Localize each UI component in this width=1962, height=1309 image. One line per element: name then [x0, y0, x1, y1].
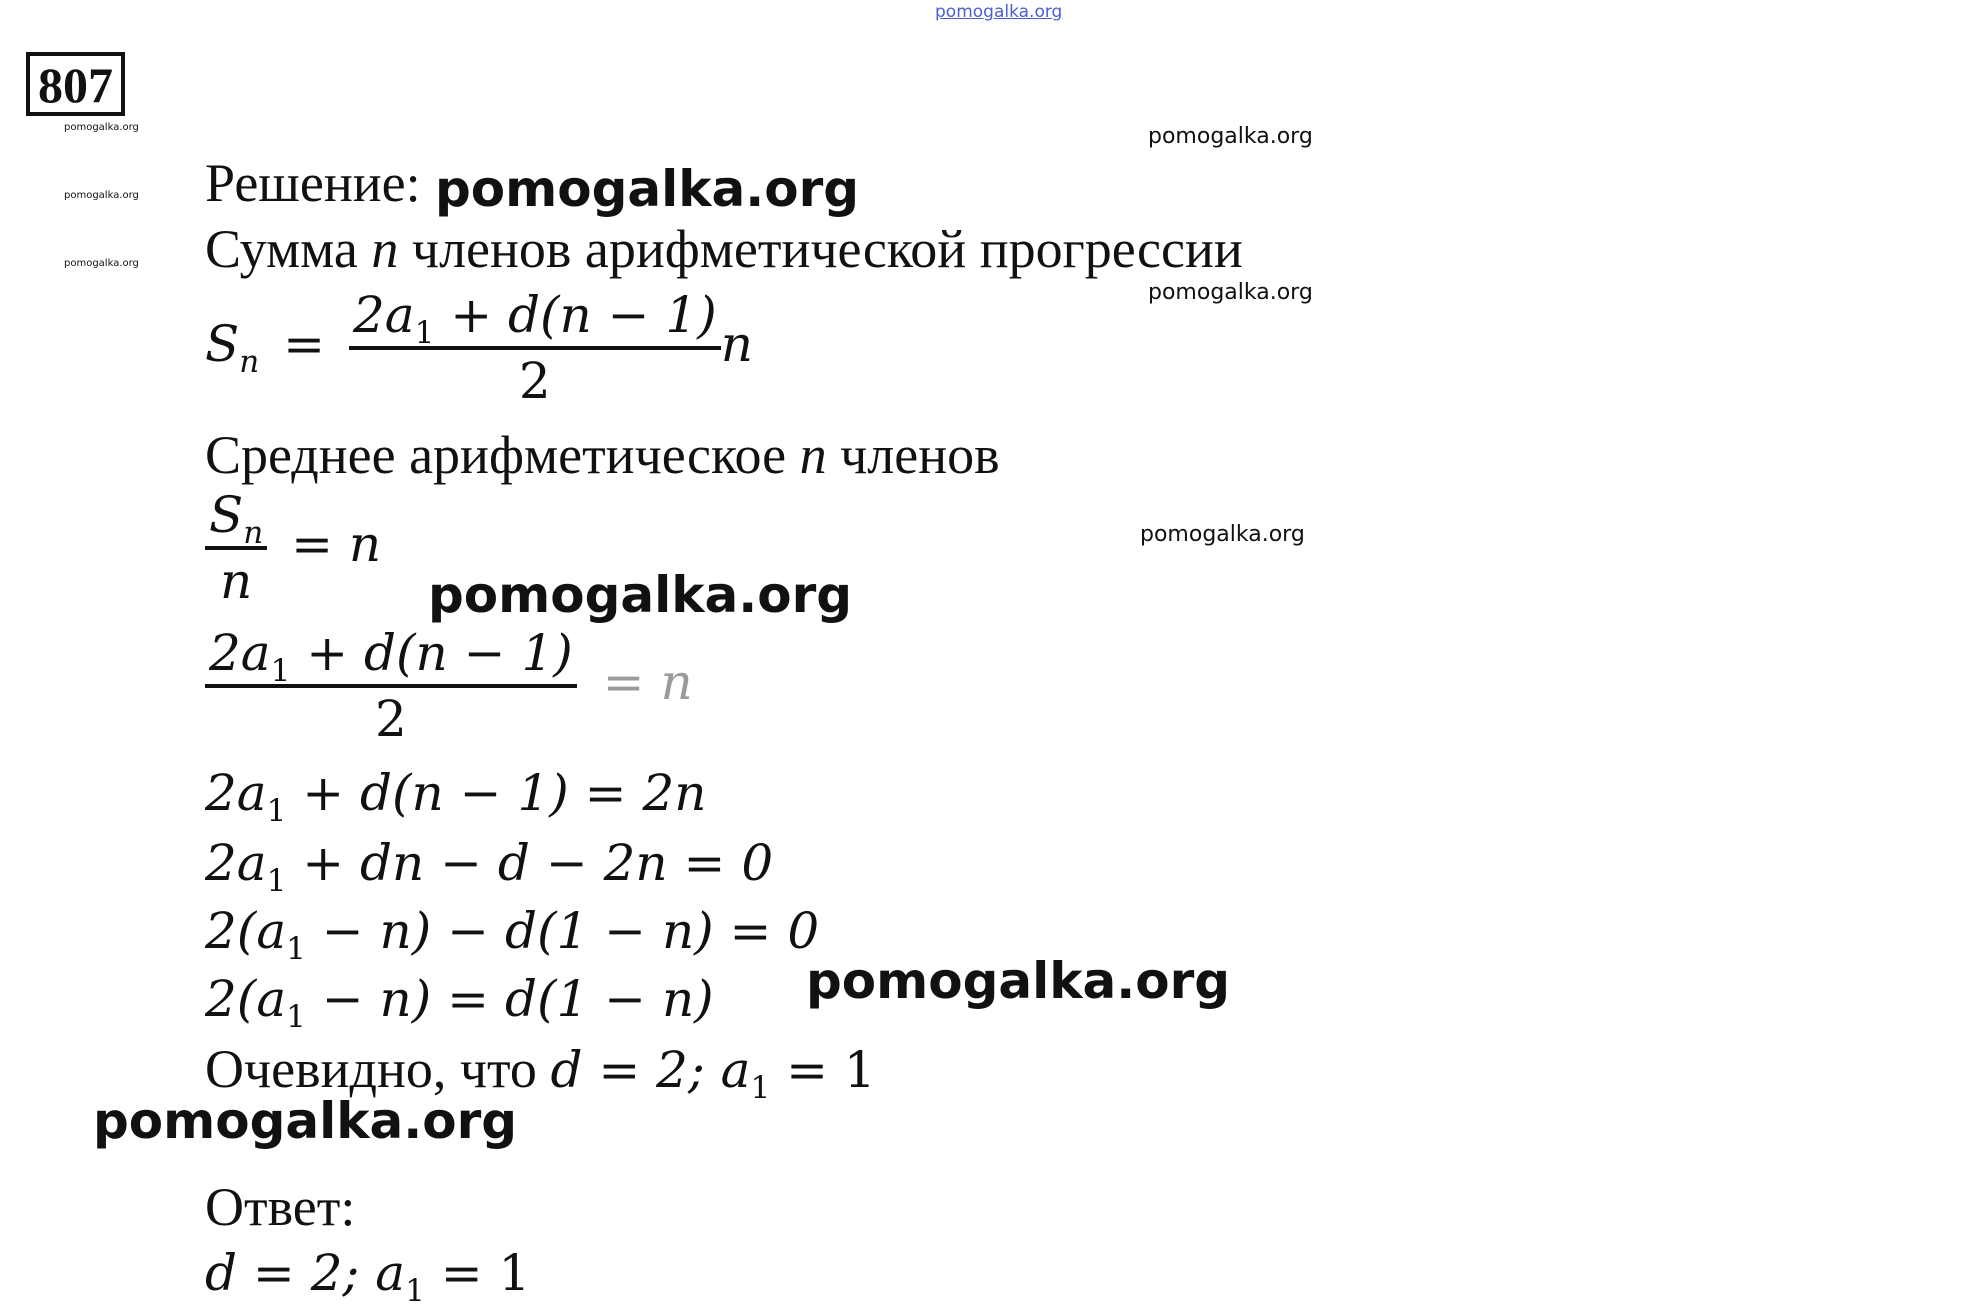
fraction: [349, 286, 721, 410]
math-expression: d = 2; a: [550, 1041, 751, 1099]
watermark-tiny: pomogalka.org: [64, 122, 139, 133]
math-subscript: 1: [286, 998, 306, 1035]
math-subscript: n: [243, 514, 264, 551]
fraction: [205, 486, 267, 610]
variable: n: [799, 425, 827, 485]
watermark-mid: pomogalka.org: [1140, 522, 1305, 547]
text-part: членов: [826, 425, 1000, 485]
text-part: Сумма: [205, 219, 372, 279]
watermark-big: pomogalka.org: [93, 1092, 518, 1150]
text-part: Очевидно, что: [205, 1039, 551, 1099]
math-expression: d = 2; a: [205, 1244, 406, 1302]
math-expression: = n: [291, 515, 382, 573]
variable: n: [371, 219, 399, 279]
math-expression: = 1: [770, 1041, 876, 1099]
equation-mean-expanded: [205, 624, 693, 748]
fraction-denominator: 2: [518, 352, 551, 410]
fraction-numerator: [205, 486, 267, 551]
math-symbol: 2a: [352, 286, 415, 344]
math-subscript: 1: [266, 862, 287, 899]
mean-sentence: [205, 425, 1000, 485]
text-part: членов арифметической прогрессии: [398, 219, 1243, 279]
math-expression: + dn − d − 2n = 0: [286, 834, 774, 892]
sum-sentence: [205, 219, 1243, 279]
equation-mean: [205, 486, 382, 610]
math-subscript: 1: [286, 930, 306, 967]
math-operator: =: [283, 315, 326, 373]
header-watermark: pomogalka.org: [935, 2, 1063, 22]
math-symbol: 2a: [209, 624, 271, 682]
solution-label: Решение:: [205, 153, 421, 213]
fraction: [205, 624, 577, 748]
equation-line: [205, 764, 707, 829]
watermark-tiny: pomogalka.org: [64, 258, 139, 269]
fraction-denominator: n: [220, 552, 253, 610]
math-symbol: 2(a: [205, 970, 287, 1028]
math-subscript: 1: [405, 1272, 425, 1309]
fraction-denominator: 2: [374, 690, 407, 748]
math-subscript: n: [239, 343, 260, 380]
math-expression: + d(n − 1) = 2n: [286, 764, 707, 822]
math-expression: − n) = d(1 − n): [305, 970, 714, 1028]
math-subscript: 1: [270, 652, 291, 689]
math-symbol: 2(a: [205, 902, 287, 960]
watermark-big: pomogalka.org: [806, 952, 1231, 1010]
math-symbol: n: [720, 315, 753, 373]
equation-line: [205, 902, 820, 967]
math-subscript: 1: [414, 314, 435, 351]
formula-sum: [205, 286, 753, 410]
problem-number: 807: [26, 52, 125, 116]
watermark-tiny: pomogalka.org: [64, 190, 139, 201]
fraction-numerator: [349, 286, 721, 351]
watermark-mid: pomogalka.org: [1148, 280, 1313, 305]
math-subscript: 1: [750, 1069, 771, 1106]
math-symbol: + d(n − 1): [434, 286, 717, 344]
math-subscript: 1: [266, 792, 287, 829]
equation-line: [205, 970, 714, 1035]
answer-line: [205, 1244, 531, 1309]
text-part: Среднее арифметическое: [205, 425, 800, 485]
watermark-big: pomogalka.org: [428, 566, 853, 624]
fraction-numerator: [205, 624, 577, 689]
math-expression: = n: [602, 653, 693, 711]
watermark-mid: pomogalka.org: [1148, 124, 1313, 149]
watermark-big: pomogalka.org: [435, 160, 860, 218]
math-symbol: 2a: [205, 764, 267, 822]
math-symbol: S: [205, 315, 240, 373]
answer-label: Ответ:: [205, 1177, 356, 1237]
math-symbol: + d(n − 1): [290, 624, 573, 682]
math-expression: = 1: [424, 1244, 531, 1302]
math-symbol: 2a: [205, 834, 267, 892]
equation-line: [205, 834, 774, 899]
math-expression: − n) − d(1 − n) = 0: [305, 902, 820, 960]
math-symbol: S: [209, 486, 244, 544]
